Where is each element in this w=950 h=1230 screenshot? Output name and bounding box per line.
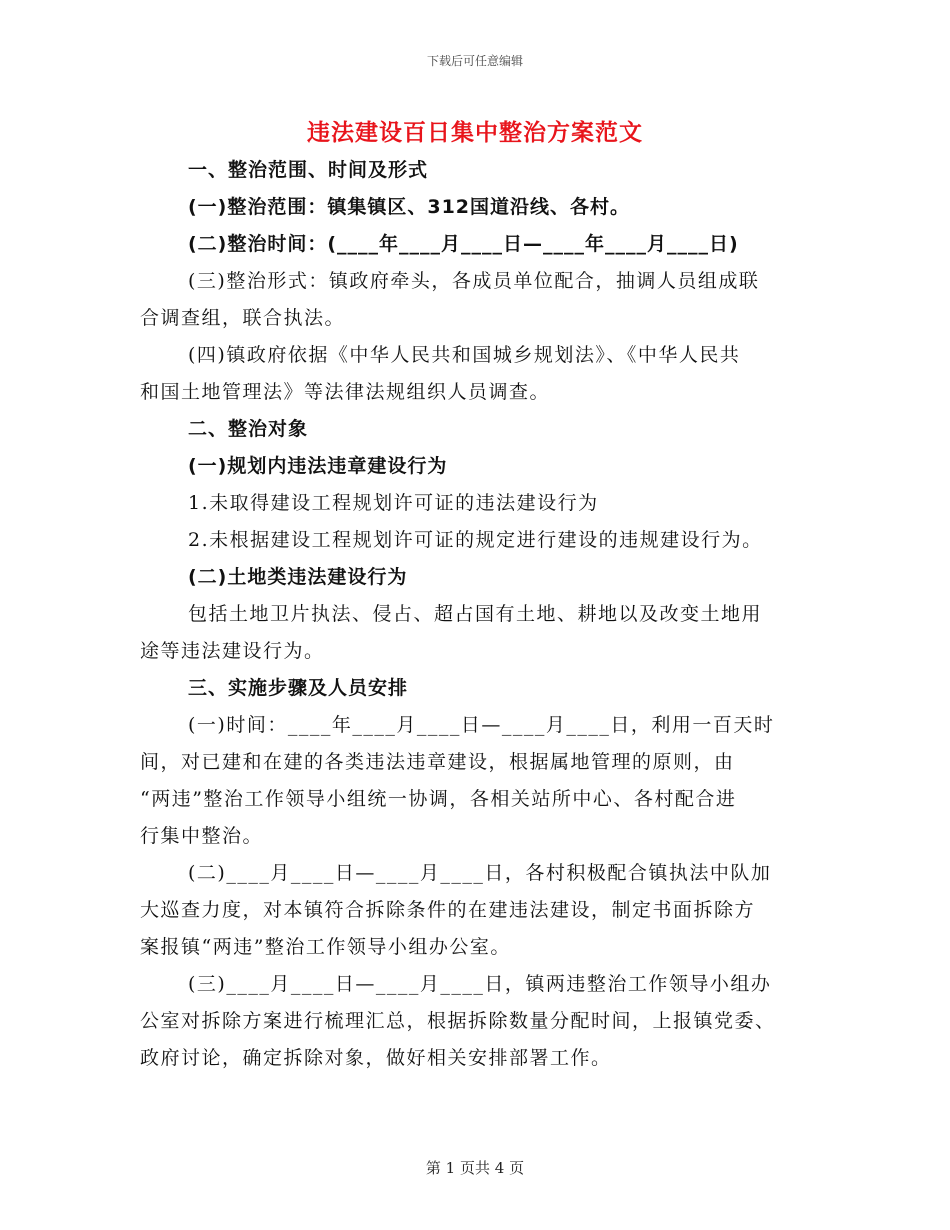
text-line: 2.未根据建设工程规划许可证的规定进行建设的违规建设行为。 [188, 529, 763, 551]
text-line: 二、整治对象 [188, 418, 309, 440]
document-body [140, 152, 810, 1077]
text-line: 1.未取得建设工程规划许可证的违法建设行为 [188, 492, 599, 514]
text-line: 间，对已建和在建的各类违法违章建设，根据属地管理的原则，由 [140, 751, 735, 773]
text-line: 和国土地管理法》等法律法规组织人员调查。 [140, 381, 551, 403]
text-line: (二)土地类违法建设行为 [188, 566, 408, 588]
text-line: (三)____月____日—____月____日，镇两违整治工作领导小组办 [188, 973, 772, 995]
text-line: 一、整治范围、时间及形式 [188, 159, 429, 181]
header-note: 下载后可任意编辑 [426, 54, 523, 68]
text-line: (四)镇政府依据《中华人民共和国城乡规划法》、《中华人民共 [188, 344, 741, 366]
text-line: 政府讨论，确定拆除对象，做好相关安排部署工作。 [140, 1047, 612, 1069]
text-line: 合调查组，联合执法。 [140, 307, 346, 329]
text-line: 途等违法建设行为。 [140, 640, 325, 662]
text-line: 大巡查力度，对本镇符合拆除条件的在建违法建设，制定书面拆除方 [140, 899, 756, 921]
text-line: 公室对拆除方案进行梳理汇总，根据拆除数量分配时间，上报镇党委、 [140, 1010, 776, 1032]
text-line: (二)____月____日—____月____日，各村积极配合镇执法中队加 [188, 862, 772, 884]
text-line: 三、实施步骤及人员安排 [188, 677, 409, 699]
text-line: (一)时间：____年____月____日—____月____日，利用一百天时 [188, 714, 775, 736]
text-line: 行集中整治。 [140, 825, 264, 847]
text-line: (三)整治形式：镇政府牵头，各成员单位配合，抽调人员组成联 [188, 270, 760, 292]
text-line: (一)规划内违法违章建设行为 [188, 455, 448, 477]
text-line: (一)整治范围：镇集镇区、312国道沿线、各村。 [188, 196, 631, 218]
text-line: “两违”整治工作领导小组统一协调，各相关站所中心、各村配合进 [140, 788, 737, 810]
text-line: 案报镇“两违”整治工作领导小组办公室。 [140, 936, 511, 958]
document-title: 违法建设百日集中整治方案范文 [307, 120, 643, 146]
text-line: (二)整治时间：(____年____月____日—____年____月____日) [188, 233, 739, 255]
page-footer: 第 1 页共 4 页 [425, 1159, 525, 1177]
text-line: 包括土地卫片执法、侵占、超占国有土地、耕地以及改变土地用 [188, 603, 763, 625]
